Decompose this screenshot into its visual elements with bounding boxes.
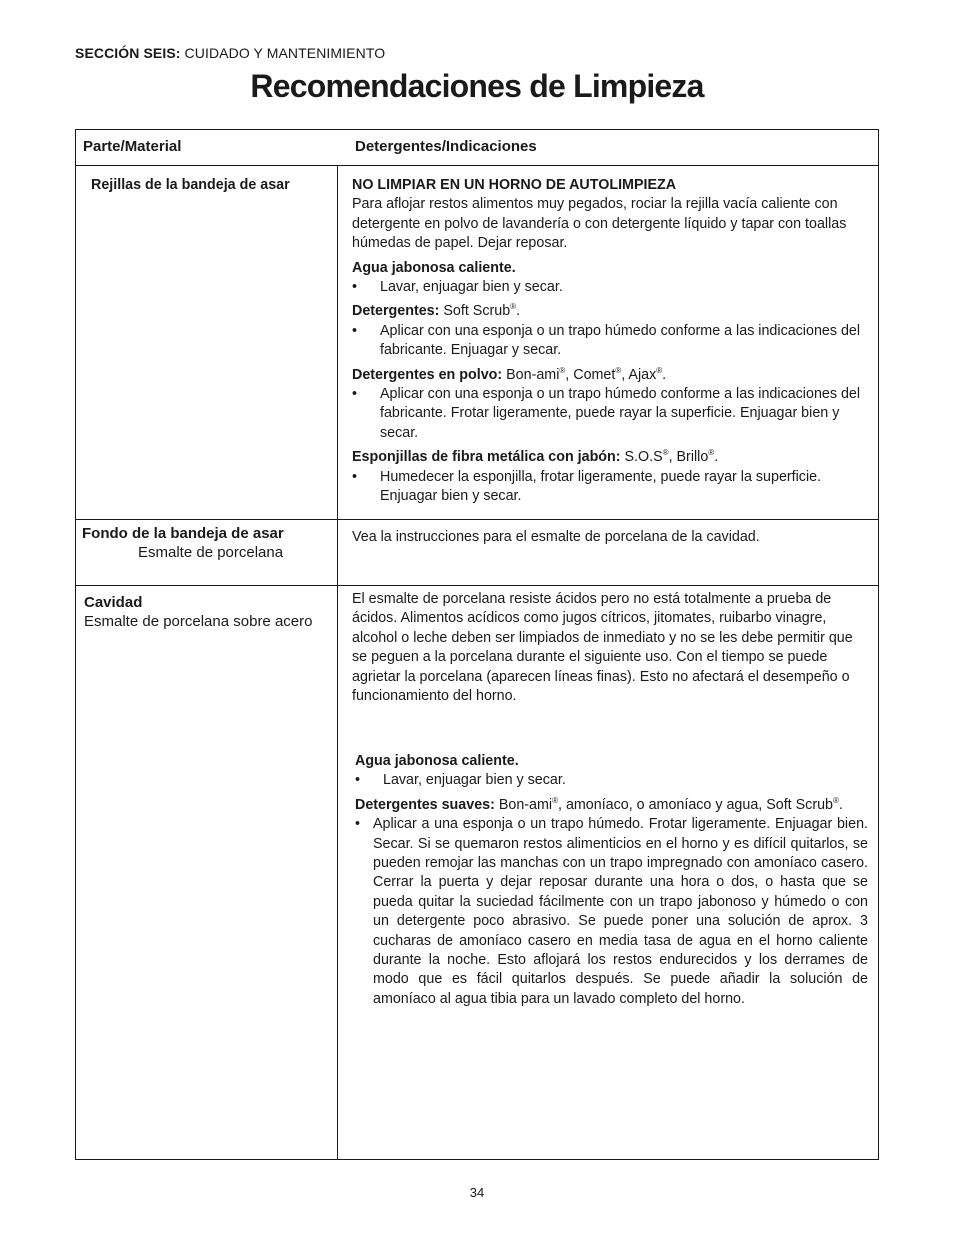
- row-divider: [76, 585, 878, 586]
- row3-method1-title: Agua jabonosa caliente.: [355, 753, 519, 769]
- row3-methods: [355, 752, 868, 1009]
- page-title: Recomendaciones de Limpieza: [250, 68, 704, 104]
- bullet-icon: •: [352, 279, 358, 296]
- section-header: [75, 45, 385, 61]
- row1-method4-title: Esponjillas de fibra metálica con jabón: S.O.S®, Brillo®.: [352, 448, 719, 466]
- row-divider: [76, 519, 878, 520]
- row1-method2-title: Detergentes: Soft Scrub®.: [352, 302, 521, 320]
- registered-mark: ®: [510, 302, 517, 312]
- row3-material: Esmalte de porcelana sobre acero: [84, 613, 313, 630]
- bullet-icon: •: [355, 772, 361, 789]
- row1-intro: Para aflojar restos alimentos muy pegados, rociar la rejilla vacía caliente con detergente en polvo de lavandería o con detergente líquido y tapar con toallas húmedas de papel. Dejar reposar.: [352, 196, 847, 252]
- header-divider: [76, 165, 878, 166]
- row3-method2-bullet: • Aplicar a una esponja o un trapo húmedo. Frotar ligeramente. Enjuagar bien. Secar. Si se quemaron restos alimenticios en el horno y es difícil quitarlos, se pueden remojar las manchas con un trapo impregnado con amoníaco casero. Cerrar la puerta y dejar reposar durante una hora o dos, o hasta que se pueda quitar la suciedad fácilmente con un trapo jabonoso y húmedo o con un detergente poco abrasivo. Se puede poner una solución de aprox. 3 cucharas de amoníaco casero en media tasa de agua en el horno caliente durante la noche. Esto aflojará los restos endurecidos y los derrames de modo que es fácil quitarlos después. Se puede añadir la solución de amoníaco al agua tibia para un lavado completo del horno.: [355, 816, 868, 1007]
- bullet-icon: •: [352, 322, 358, 339]
- row2-material: Esmalte de porcelana: [138, 544, 284, 561]
- row2-directions: Vea la instrucciones para el esmalte de porcelana de la cavidad.: [352, 529, 760, 545]
- section-name: CUIDADO Y MANTENIMIENTO: [184, 45, 386, 61]
- row1-method3-bullet: • Aplicar con una esponja o un trapo húmedo conforme a las indicaciones del fabricante. Frotar ligeramente, puede rayar la superficie. Enjuagar bien y secar.: [352, 386, 861, 441]
- registered-mark: ®: [552, 796, 558, 806]
- row1-method1-title: Agua jabonosa caliente.: [352, 259, 516, 276]
- registered-mark: ®: [559, 365, 566, 375]
- column-divider: [337, 166, 338, 1159]
- page-number: 34: [469, 1185, 485, 1200]
- bullet-icon: •: [352, 386, 358, 403]
- cleaning-table: [75, 129, 879, 1160]
- bullet-icon: •: [355, 816, 361, 833]
- row1-method2-bullet: • Aplicar con una esponja o un trapo húmedo conforme a las indicaciones del fabricante. Enjuagar y secar.: [352, 322, 861, 359]
- row1-method1-bullet: • Lavar, enjuagar bien y secar.: [352, 278, 870, 297]
- row1-part: Rejillas de la bandeja de asar: [91, 177, 290, 193]
- row2-part: Fondo de la bandeja de asar: [82, 525, 284, 542]
- row1-warning: NO LIMPIAR EN UN HORNO DE AUTOLIMPIEZA: [352, 177, 677, 193]
- row3-intro: El esmalte de porcelana resiste ácidos pero no está totalmente a prueba de ácidos. Alimentos acídicos como jugos cítricos, jitomates, ruibarbo vinagre, alcohol o leche deben ser limpiados de inmediato y no se les debe permitir que se peguen a la porcelana durante el siguiente uso. Con el tiempo se puede agrietar la porcelana (aparecen líneas finas). Esto no afectará el desempeño o funcionamiento del horno.: [352, 591, 853, 705]
- col-header-part: Parte/Material: [83, 138, 182, 155]
- row1-directions: [352, 176, 870, 507]
- registered-mark: ®: [615, 365, 622, 375]
- row1-method4-bullet: • Humedecer la esponjilla, frotar ligeramente, puede rayar la superficie. Enjuagar bien y secar.: [352, 468, 822, 505]
- registered-mark: ®: [656, 365, 663, 375]
- bullet-icon: •: [352, 468, 358, 485]
- row1-method3-title: Detergentes en polvo: Bon-ami®, Comet®, Ajax®.: [352, 365, 667, 383]
- row3-part: Cavidad: [84, 594, 143, 611]
- row3-method1-bullet: • Lavar, enjuagar bien y secar.: [355, 771, 868, 790]
- col-header-detergents: Detergentes/Indicaciones: [355, 138, 537, 155]
- row3-method2-title: Detergentes suaves: Bon-ami®, amoníaco, o amoníaco y agua, Soft Scrub®.: [355, 796, 843, 813]
- registered-mark: ®: [832, 796, 839, 806]
- section-label: SECCIÓN SEIS:: [75, 45, 181, 61]
- registered-mark: ®: [708, 448, 715, 458]
- registered-mark: ®: [662, 448, 669, 458]
